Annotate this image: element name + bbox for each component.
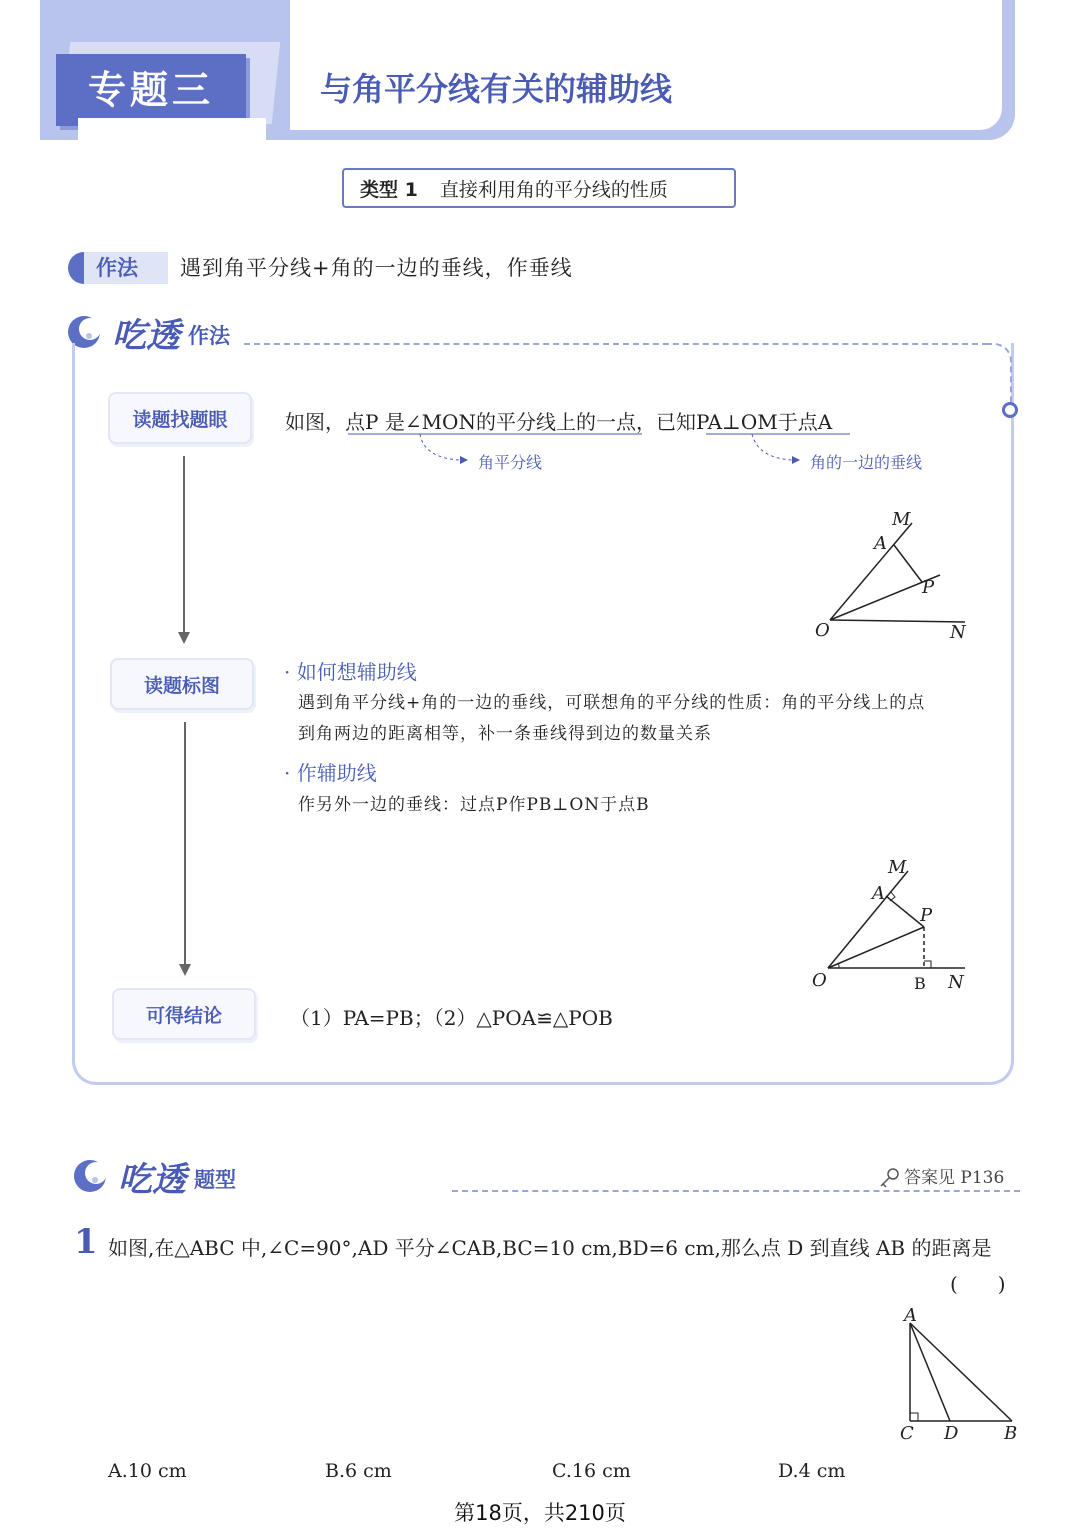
type-text: 直接利用角的平分线的性质	[439, 178, 668, 201]
figure-angle-bisector-2	[800, 855, 980, 995]
arrow-down-icon	[179, 964, 191, 976]
bullet-dot: ·	[284, 660, 297, 684]
key-icon	[878, 1166, 902, 1190]
method-tag: 作法	[84, 252, 168, 284]
figure-triangle-abc	[890, 1305, 1030, 1445]
fig2-label-A: A	[872, 883, 885, 904]
type-box	[342, 168, 736, 208]
moon-icon	[74, 1160, 106, 1192]
bullet-2	[284, 757, 377, 786]
section1-title-small: 作法	[188, 324, 230, 348]
fig2-label-O: O	[812, 970, 827, 991]
note-angle-bisector: 角平分线	[478, 453, 543, 472]
type-label: 类型 1	[360, 178, 418, 201]
section1-title-big: 吃透	[112, 316, 180, 356]
method-box-corner	[986, 343, 1012, 403]
fig1-label-A: A	[874, 533, 887, 554]
answer-bracket: ( )	[950, 1272, 1006, 1296]
fig1-label-O: O	[815, 620, 830, 641]
fig2-label-B: B	[914, 974, 926, 993]
step-read-find: 读题找题眼	[108, 392, 252, 444]
method-text: 遇到角平分线+角的一边的垂线，作垂线	[180, 256, 573, 280]
flow-arrow-2	[184, 722, 186, 966]
bullet2-line: 作另外一边的垂线：过点P作PB⊥ON于点B	[298, 795, 650, 815]
section2-title-big: 吃透	[118, 1160, 186, 1200]
bullet2-title: 作辅助线	[296, 761, 377, 785]
question-text: 如图,在△ABC 中,∠C=90°,AD 平分∠CAB,BC=10 cm,BD=6 cm,那么点 D 到直线 AB 的距离是	[108, 1236, 992, 1260]
figure-angle-bisector-1	[800, 505, 980, 655]
circle-marker-icon	[1002, 402, 1018, 418]
fig1-label-P: P	[922, 577, 935, 598]
choice-c: C.16 cm	[552, 1460, 631, 1482]
section2-icon	[74, 1160, 106, 1192]
question-number: 1	[74, 1222, 98, 1262]
flow-arrow-1	[183, 456, 185, 632]
choice-b: B.6 cm	[325, 1460, 392, 1482]
section2-title-small: 题型	[194, 1168, 236, 1192]
fig3-label-C: C	[900, 1423, 914, 1444]
fig3-label-D: D	[944, 1423, 959, 1444]
choice-a: A.10 cm	[108, 1460, 187, 1482]
topic-label: 专题三	[87, 68, 214, 112]
bullet1-title: 如何想辅助线	[296, 660, 417, 684]
bullet1-line1: 遇到角平分线+角的一边的垂线，可联想角的平分线的性质：角的平分线上的点	[298, 693, 926, 713]
step-read-mark: 读题标图	[110, 658, 254, 710]
fig1-label-N: N	[950, 622, 966, 643]
method-box-top-border	[244, 343, 988, 345]
bullet-dot: ·	[284, 761, 297, 785]
choice-d: D.4 cm	[778, 1460, 846, 1482]
bullet1-line2: 到角两边的距离相等，补一条垂线得到边的数量关系	[298, 724, 712, 744]
answer-reference: 答案见 P136	[904, 1168, 1005, 1188]
conclusion-text: （1）PA=PB；（2）△POA≌△POB	[290, 1006, 613, 1030]
fig2-label-M: M	[888, 857, 907, 878]
page-title: 与角平分线有关的辅助线	[320, 70, 673, 108]
method-marker	[68, 252, 84, 284]
fig3-label-B: B	[1004, 1423, 1018, 1444]
answer-divider	[452, 1190, 1020, 1192]
note-perpendicular: 角的一边的垂线	[810, 453, 923, 472]
fig2-label-N: N	[948, 972, 964, 993]
bullet-1	[284, 656, 417, 685]
fig2-label-P: P	[920, 905, 933, 926]
step-conclusion: 可得结论	[112, 988, 256, 1040]
arrow-down-icon	[178, 632, 190, 644]
fig3-label-A: A	[904, 1305, 917, 1326]
page-footer: 第18页，共210页	[454, 1501, 626, 1525]
header-tab-underlay	[78, 118, 266, 142]
step1-sentence: 如图，点P 是∠MON的平分线上的一点，已知PA⊥OM于点A	[285, 410, 833, 434]
fig1-label-M: M	[892, 509, 911, 530]
